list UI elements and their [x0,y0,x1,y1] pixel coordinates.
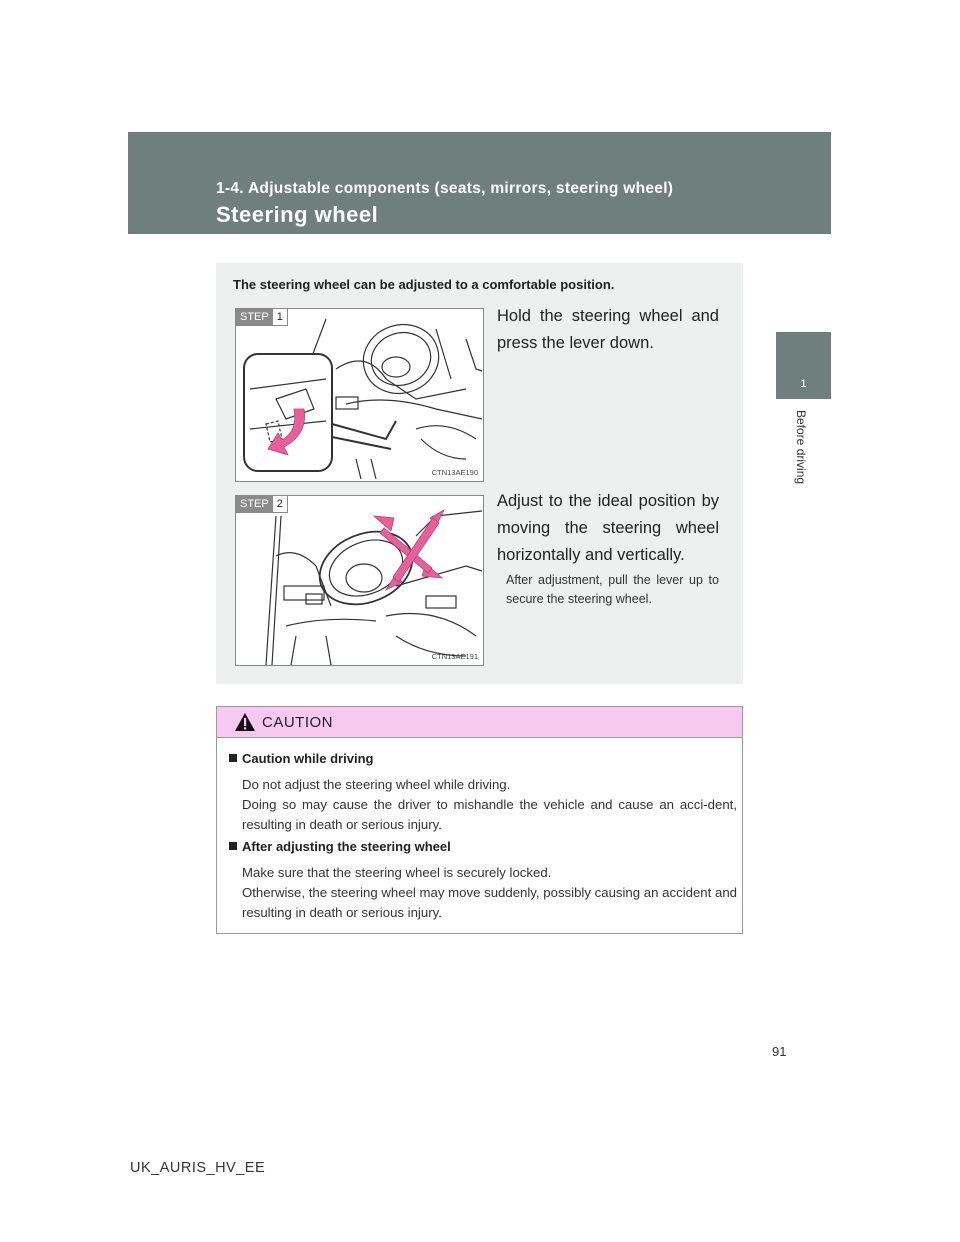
chapter-label: Before driving [794,410,808,485]
caution-item-line: Make sure that the steering wheel is securely locked. [242,865,552,880]
step-2-text: Adjust to the ideal position by moving the steering wheel horizontally and vertically. [497,492,719,564]
caution-box [216,706,743,934]
caution-item-title: After adjusting the steering wheel [229,839,451,854]
caution-item-line: Doing so may cause the driver to mishandle the vehicle and cause an acci-dent, resulting in death or serious injury. [242,797,737,832]
step-label: STEP [240,498,269,510]
step-1-figure [235,308,484,482]
section-title: 1-4. Adjustable components (seats, mirrors, steering wheel) [216,180,674,197]
caution-caption: CAUTION [262,714,333,731]
step-2-badge [236,496,288,513]
chapter-side-label [796,410,812,500]
caution-item-line: Do not adjust the steering wheel while driving. [242,777,511,792]
steering-adjust-illustration [236,496,483,665]
figure-code: CTN13AE191 [431,652,478,661]
intro-text: The steering wheel can be adjusted to a comfortable position. [233,277,615,292]
step-number: 2 [273,496,287,512]
page-title: Steering wheel [216,202,379,227]
bullet-square-icon [229,754,237,762]
step-1-text: Hold the steering wheel and press the lever down. [497,307,719,352]
caution-item-line: Otherwise, the steering wheel may move suddenly, possibly causing an accident and resulting in death or serious injury. [242,885,737,920]
chapter-header [128,132,831,234]
bullet-square-icon [229,842,237,850]
step-2-figure [235,495,484,666]
step-1-badge [236,309,288,326]
step-label: STEP [240,311,269,323]
figure-code: CTN13AE190 [431,468,478,477]
step-number: 1 [273,309,287,325]
steering-lever-illustration [236,309,483,481]
step-2-note: After adjustment, pull the lever up to secure the steering wheel. [506,573,719,606]
chapter-number: 1 [800,378,807,390]
warning-triangle-icon [234,712,256,732]
page-number: 91 [772,1044,787,1059]
caution-header [217,707,742,738]
instructions-panel [216,263,743,684]
caution-item-title: Caution while driving [229,751,373,766]
chapter-tab [776,332,831,399]
footer-code: UK_AURIS_HV_EE [130,1160,266,1176]
